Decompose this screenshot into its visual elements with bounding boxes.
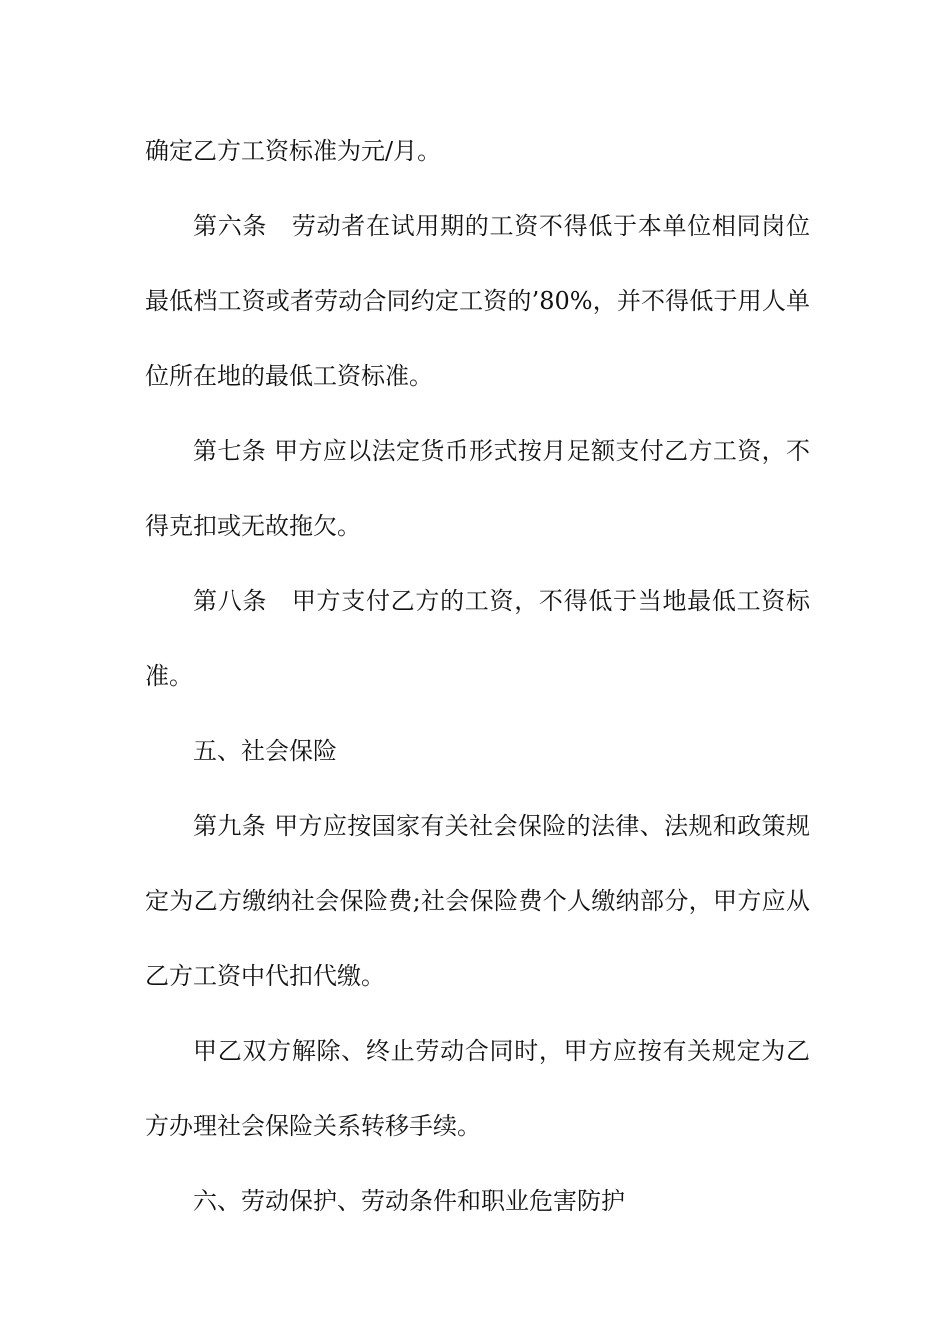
text-line: 确定乙方工资标准为元/月。 bbox=[145, 137, 442, 165]
text-line: 准。 bbox=[145, 662, 193, 690]
section-heading: 六、劳动保护、劳动条件和职业危害防护 bbox=[193, 1187, 625, 1215]
text-line: 第九条 甲方应按国家有关社会保险的法律、法规和政策规 bbox=[193, 812, 810, 840]
text-line: 乙方工资中代扣代缴。 bbox=[145, 962, 385, 990]
text-line: 定为乙方缴纳社会保险费;社会保险费个人缴纳部分，甲方应从 bbox=[145, 887, 810, 915]
text-line: 位所在地的最低工资标准。 bbox=[145, 362, 433, 390]
text-line: 得克扣或无故拖欠。 bbox=[145, 512, 361, 540]
section-heading: 五、社会保险 bbox=[193, 737, 337, 765]
text-line: 第七条 甲方应以法定货币形式按月足额支付乙方工资，不 bbox=[193, 437, 810, 465]
text-line: 第六条 劳动者在试用期的工资不得低于本单位相同岗位 bbox=[193, 212, 810, 240]
text-line: 方办理社会保险关系转移手续。 bbox=[145, 1112, 481, 1140]
text-line: 甲乙双方解除、终止劳动合同时，甲方应按有关规定为乙 bbox=[193, 1037, 810, 1065]
text-line: 最低档工资或者劳动合同约定工资的’80%，并不得低于用人单 bbox=[145, 287, 810, 315]
text-line: 第八条 甲方支付乙方的工资，不得低于当地最低工资标 bbox=[193, 587, 810, 615]
